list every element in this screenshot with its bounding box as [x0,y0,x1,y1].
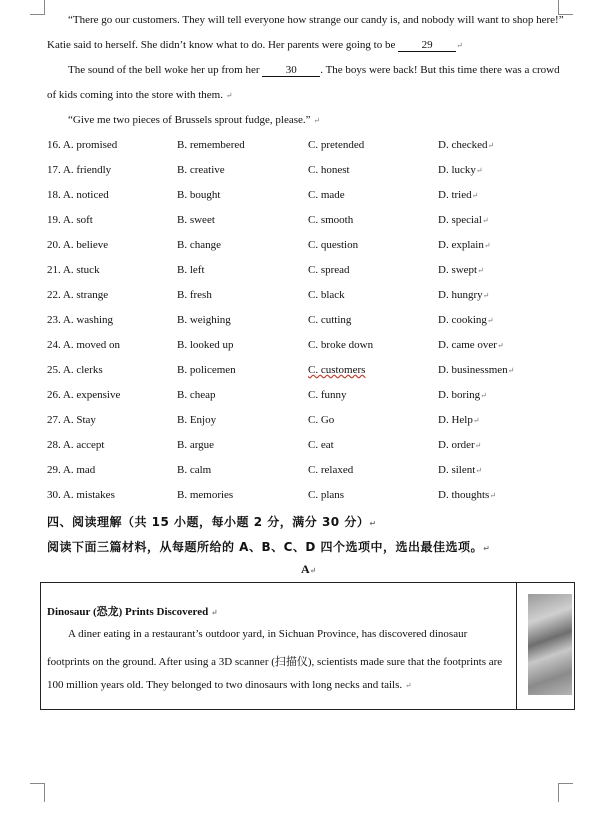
option-b: B. fresh [177,289,212,301]
passage-a-box [40,582,575,710]
passage-title: Dinosaur (恐龙) Prints Discovered ↵ [47,606,218,618]
option-b: B. Enjoy [177,414,217,426]
option-b: B. argue [177,439,215,451]
option-b: B. creative [177,164,225,176]
paragraph-mark: ↵ [474,441,482,450]
question-row [47,139,567,153]
question-row [47,389,567,403]
paragraph-mark: ↵ [486,316,494,325]
paragraph-mark: ↵ [496,341,504,350]
question-number: 17. [47,164,61,176]
option-a: A. expensive [62,389,121,401]
option-b: B. looked up [177,339,234,351]
question-number-and-option-a [47,414,96,426]
question-number-and-option-a [47,239,108,251]
question-number: 24. [47,339,61,351]
option-b: B. change [177,239,221,251]
option-c: C. broke down [308,339,374,351]
option-d: D. lucky↵ [438,164,483,176]
passage-line: 100 million years old. They belonged to two dinosaurs with long necks and tails. ↵ [47,679,412,691]
option-a: A. Stay [62,414,96,426]
question-number: 18. [47,189,61,201]
dinosaur-footprint-photo [528,594,572,695]
question-row [47,464,567,478]
section-heading: 四、阅读理解（共 15 小题，每小题 2 分，满分 30 分）↵ [47,515,377,529]
question-row [47,214,567,228]
question-row [47,414,567,428]
crop-mark-bottom-left [30,783,45,802]
option-d: D. checked↵ [438,139,495,151]
paragraph-mark: ↵ [482,291,490,300]
question-number: 20. [47,239,61,251]
option-c: C. customers [308,364,366,376]
question-number-and-option-a [47,289,108,301]
paragraph-mark: ↵ [487,141,495,150]
question-number-and-option-a [47,264,100,276]
question-number: 19. [47,214,61,226]
question-number-and-option-a [47,389,120,401]
option-a: A. mad [62,464,96,476]
option-a: A. accept [62,439,105,451]
paragraph-mark: ↵ [480,391,487,400]
option-c: C. cutting [308,314,352,326]
crop-mark-bottom-right [558,783,573,802]
option-d: D. came over↵ [438,339,504,351]
question-number: 30. [47,489,61,501]
question-row [47,439,567,453]
question-row [47,339,567,353]
story-line: of kids coming into the store with them. ↵ [47,89,233,101]
option-c: C. Go [308,414,335,426]
question-number-and-option-a [47,364,103,376]
option-a: A. stuck [62,264,100,276]
option-d: D. businessmen↵ [438,364,515,376]
question-number: 21. [47,264,61,276]
question-number-and-option-a [47,139,117,151]
option-c: C. plans [308,489,345,501]
question-number-and-option-a [47,314,113,326]
option-d: D. thoughts↵ [438,489,497,501]
option-c: C. smooth [308,214,354,226]
option-a: A. soft [62,214,93,226]
question-number-and-option-a [47,489,115,501]
option-d: D. Help↵ [438,414,480,426]
option-d: D. cooking↵ [438,314,494,326]
question-row [47,289,567,303]
paragraph-mark: ↵ [483,241,491,250]
option-c: C. relaxed [308,464,354,476]
option-b: B. left [177,264,205,276]
option-a: A. mistakes [62,489,115,501]
story-line: The sound of the bell woke her up from her 30 . The boys were back! But this time there was a crowd [68,64,560,76]
option-a: A. clerks [62,364,103,376]
question-row [47,164,567,178]
question-number-and-option-a [47,439,104,451]
option-d: D. order↵ [438,439,482,451]
option-a: A. noticed [62,189,109,201]
option-c: C. funny [308,389,347,401]
option-d: D. silent↵ [438,464,482,476]
passage-line: A diner eating in a restaurant’s outdoor yard, in Sichuan Province, has discovered dinosaur [68,628,468,640]
paragraph-mark: ↵ [475,166,483,175]
option-a: A. believe [62,239,109,251]
option-d: D. tried↵ [438,189,479,201]
question-number-and-option-a [47,339,120,351]
paragraph-mark: ↵ [471,191,479,200]
question-number: 23. [47,314,61,326]
blank-29: 29 [398,39,456,52]
option-b: B. cheap [177,389,216,401]
option-b: B. remembered [177,139,245,151]
option-d: D. boring↵ [438,389,487,401]
option-a: A. friendly [62,164,112,176]
option-c: C. honest [308,164,350,176]
section-instruction: 阅读下面三篇材料，从每题所给的 A、B、C、D 四个选项中，选出最佳选项。↵ [47,540,491,554]
question-number-and-option-a [47,214,93,226]
option-d: D. special↵ [438,214,489,226]
part-label: A↵ [301,562,317,576]
option-b: B. calm [177,464,212,476]
story-line: Katie said to herself. She didn’t know what to do. Her parents were going to be 29 ↵ [47,39,463,51]
question-number: 22. [47,289,61,301]
option-c: C. made [308,189,345,201]
option-b: B. memories [177,489,234,501]
option-b: B. policemen [177,364,236,376]
question-row [47,489,567,503]
question-number: 16. [47,139,61,151]
option-a: A. promised [62,139,118,151]
option-b: B. sweet [177,214,215,226]
question-number-and-option-a [47,164,111,176]
option-b: B. weighing [177,314,231,326]
question-number: 27. [47,414,61,426]
crop-mark-top-right [558,0,573,15]
option-a: A. strange [62,289,109,301]
option-a: A. moved on [62,339,121,351]
question-row [47,239,567,253]
option-a: A. washing [62,314,114,326]
question-number-and-option-a [47,189,109,201]
option-d: D. hungry↵ [438,289,490,301]
story-line: “There go our customers. They will tell everyone how strange our candy is, and nobody will want to shop here!” [68,14,564,26]
option-d: D. swept↵ [438,264,484,276]
paragraph-mark: ↵ [489,491,497,500]
blank-30: 30 [262,64,320,77]
question-number: 28. [47,439,61,451]
question-number: 29. [47,464,61,476]
option-c: C. spread [308,264,350,276]
question-number: 26. [47,389,61,401]
question-row [47,364,567,378]
option-c: C. pretended [308,139,365,151]
story-line: “Give me two pieces of Brussels sprout fudge, please.” ↵ [68,114,320,126]
option-c: C. black [308,289,345,301]
option-d: D. explain↵ [438,239,491,251]
option-c: C. question [308,239,359,251]
paragraph-mark: ↵ [475,466,482,475]
question-row [47,189,567,203]
passage-a-text [41,583,517,709]
question-row [47,264,567,278]
paragraph-mark: ↵ [472,416,480,425]
question-number: 25. [47,364,61,376]
paragraph-mark: ↵ [477,266,484,275]
option-b: B. bought [177,189,221,201]
passage-line: footprints on the ground. After using a 3D scanner (扫描仪), scientists made sure that the footprints are [47,656,503,668]
crop-mark-top-left [30,0,45,15]
paragraph-mark: ↵ [481,216,489,225]
question-number-and-option-a [47,464,95,476]
question-row [47,314,567,328]
paragraph-mark: ↵ [507,366,515,375]
option-c: C. eat [308,439,334,451]
